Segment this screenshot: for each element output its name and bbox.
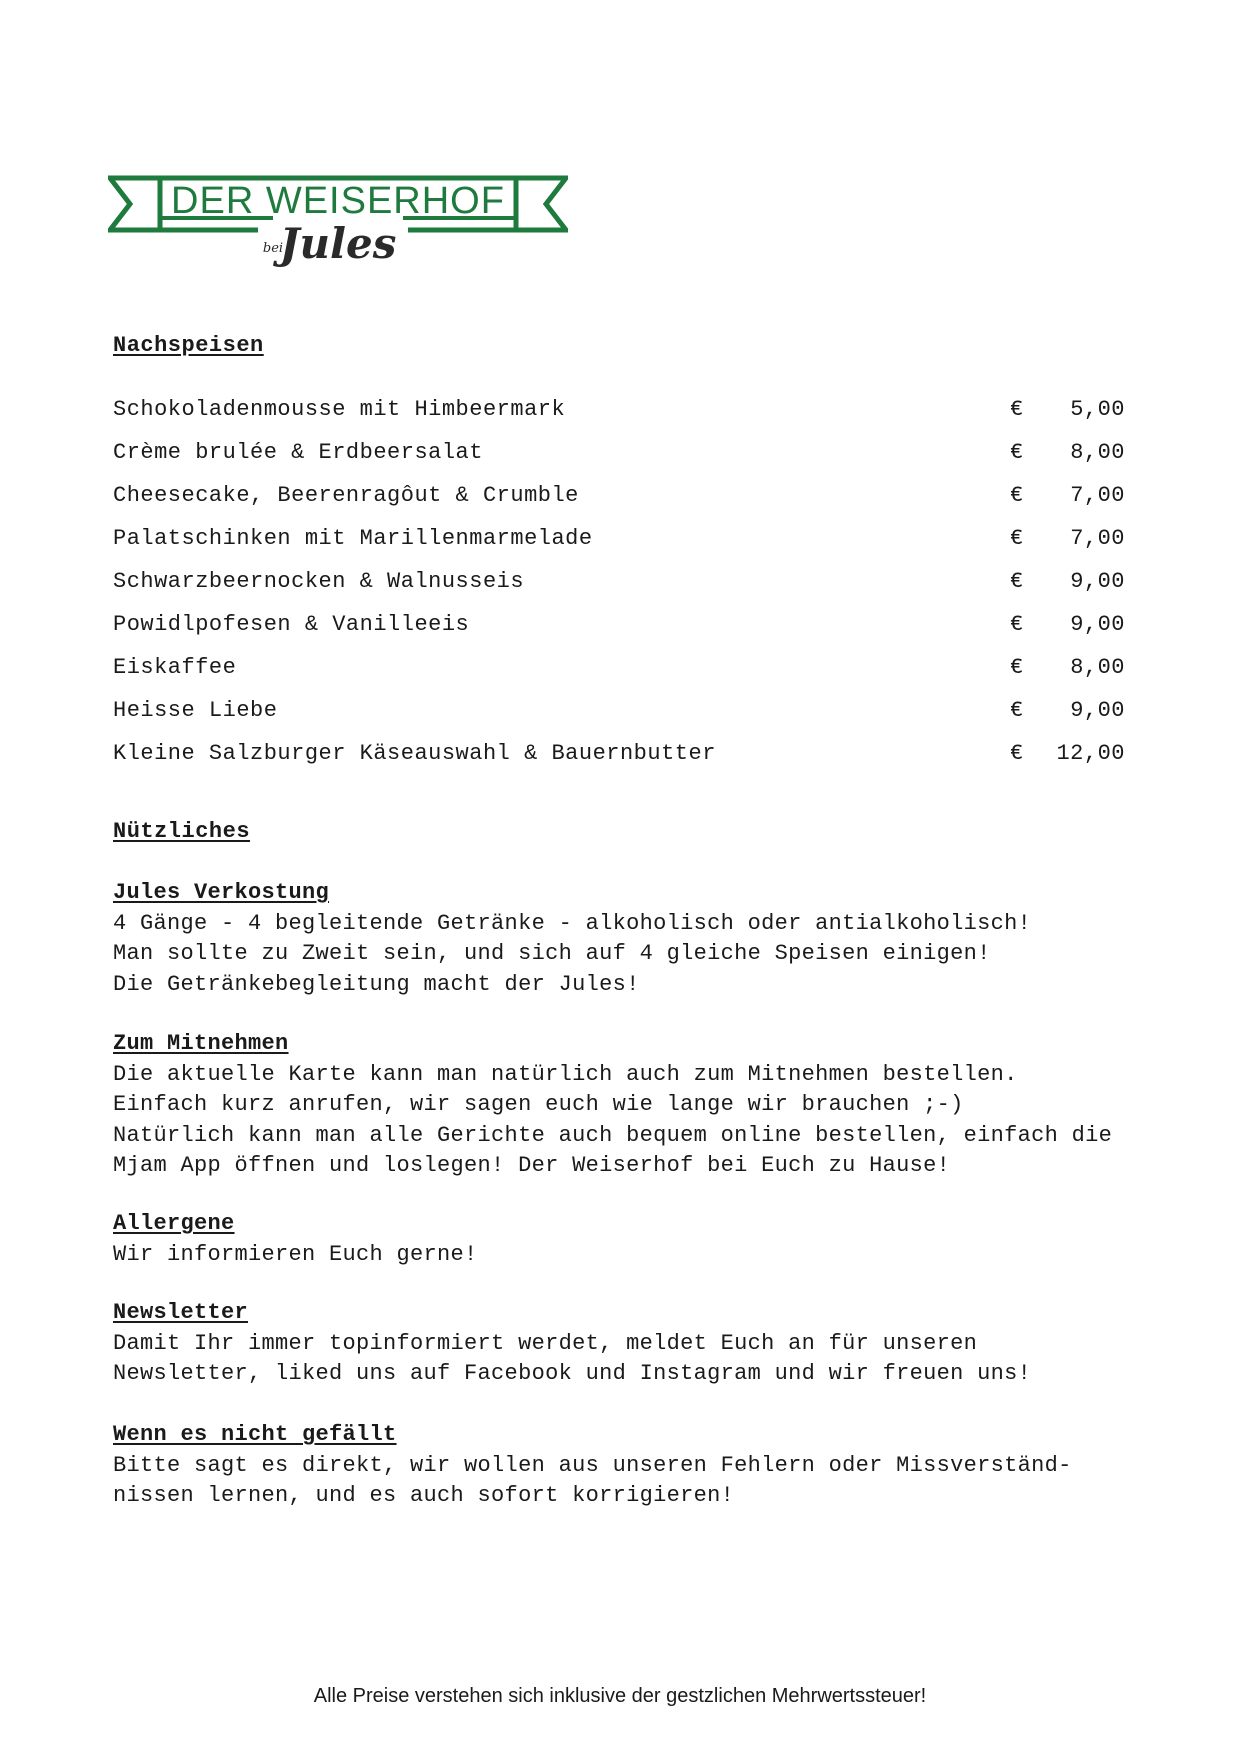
menu-item xyxy=(113,603,1125,646)
menu-item xyxy=(113,517,1125,560)
menu-item-price: 7,00 xyxy=(1070,483,1125,508)
weiserhof-logo xyxy=(108,170,568,290)
menu-item-name: Kleine Salzburger Käseauswahl & Bauernbutter xyxy=(113,741,716,766)
menu-item-price: 8,00 xyxy=(1070,655,1125,680)
info-block-line: Wir informieren Euch gerne! xyxy=(113,1241,478,1267)
menu-item-currency: € xyxy=(1010,526,1024,551)
menu-item-currency: € xyxy=(1010,612,1024,637)
info-block-line: Einfach kurz anrufen, wir sagen euch wie lange wir brauchen ;-) xyxy=(113,1092,964,1117)
info-block xyxy=(113,1298,1133,1390)
menu-item-currency: € xyxy=(1010,655,1024,680)
info-block-heading: Wenn es nicht gefällt xyxy=(113,1422,397,1447)
price-footnote: Alle Preise verstehen sich inklusive der gestzlichen Mehrwertssteuer! xyxy=(313,1685,927,1707)
dessert-menu-list xyxy=(113,388,1125,775)
menu-item-name: Eiskaffee xyxy=(113,655,237,680)
menu-item-price: 9,00 xyxy=(1070,569,1125,594)
logo-bei-text: bei xyxy=(262,241,284,256)
menu-item-currency: € xyxy=(1010,440,1024,465)
menu-item xyxy=(113,646,1125,689)
info-block-line: Mjam App öffnen und loslegen! Der Weiserhof bei Euch zu Hause! xyxy=(113,1153,951,1178)
info-block-line: Damit Ihr immer topinformiert werdet, meldet Euch an für unseren xyxy=(113,1330,978,1356)
info-block-heading: Zum Mitnehmen xyxy=(113,1031,289,1056)
menu-item-price: 8,00 xyxy=(1070,440,1125,465)
logo-jules-text: Jules xyxy=(279,219,397,268)
info-block-heading: Jules Verkostung xyxy=(113,880,330,905)
info-block-line: nissen lernen, und es auch sofort korrigieren! xyxy=(113,1483,735,1508)
info-block xyxy=(113,1029,1133,1182)
menu-item xyxy=(113,689,1125,732)
info-block-line: Natürlich kann man alle Gerichte auch bequem online bestellen, einfach die xyxy=(113,1122,1113,1148)
logo-brand-text: DER WEISERHOF xyxy=(171,180,505,222)
info-block-heading: Allergene xyxy=(113,1211,235,1236)
useful-section-title: Nützliches xyxy=(113,819,251,844)
menu-item xyxy=(113,431,1125,474)
info-block xyxy=(113,1420,1133,1512)
info-block-line: Man sollte zu Zweit sein, und sich auf 4 gleiche Speisen einigen! xyxy=(113,941,991,966)
info-block-line: Die Getränkebegleitung macht der Jules! xyxy=(113,971,640,997)
menu-item-name: Schokoladenmousse mit Himbeermark xyxy=(113,397,566,422)
menu-item-currency: € xyxy=(1010,741,1024,766)
info-block xyxy=(113,1209,1133,1270)
menu-item-currency: € xyxy=(1010,397,1024,422)
info-block-heading: Newsletter xyxy=(113,1300,249,1325)
menu-item-name: Heisse Liebe xyxy=(113,698,278,723)
menu-item-name: Cheesecake, Beerenragôut & Crumble xyxy=(113,483,579,508)
menu-item-currency: € xyxy=(1010,569,1024,594)
menu-item-name: Crème brulée & Erdbeersalat xyxy=(113,440,483,465)
dessert-section-title: Nachspeisen xyxy=(113,333,264,358)
menu-item-name: Palatschinken mit Marillenmarmelade xyxy=(113,526,593,551)
menu-item xyxy=(113,388,1125,431)
menu-item-price: 9,00 xyxy=(1070,612,1125,637)
menu-item-price: 5,00 xyxy=(1070,397,1125,422)
info-block-line: 4 Gänge - 4 begleitende Getränke - alkoholisch oder antialkoholisch! xyxy=(113,910,1032,936)
info-block-line: Bitte sagt es direkt, wir wollen aus unseren Fehlern oder Missverständ- xyxy=(113,1452,1072,1478)
menu-item-price: 9,00 xyxy=(1070,698,1125,723)
menu-item-name: Powidlpofesen & Vanilleeis xyxy=(113,612,470,637)
menu-item xyxy=(113,560,1125,603)
info-block xyxy=(113,878,1133,1000)
menu-item xyxy=(113,474,1125,517)
menu-item-name: Schwarzbeernocken & Walnusseis xyxy=(113,569,525,594)
menu-item-currency: € xyxy=(1010,698,1024,723)
menu-item-currency: € xyxy=(1010,483,1024,508)
info-block-line: Newsletter, liked uns auf Facebook und Instagram und wir freuen uns! xyxy=(113,1361,1032,1386)
menu-item-price: 7,00 xyxy=(1070,526,1125,551)
info-block-line: Die aktuelle Karte kann man natürlich auch zum Mitnehmen bestellen. xyxy=(113,1061,1018,1087)
menu-item-price: 12,00 xyxy=(1056,741,1125,766)
menu-item xyxy=(113,732,1125,775)
